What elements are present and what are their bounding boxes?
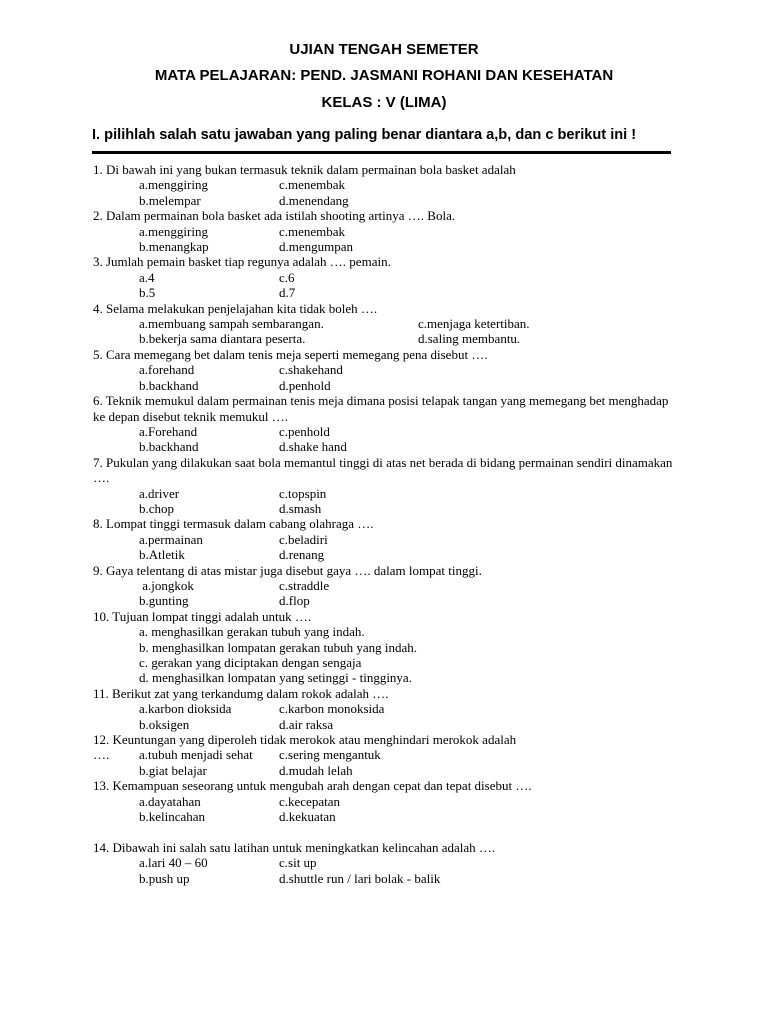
option-d: d. menghasilkan lompatan yang setinggi - tingginya. — [139, 670, 412, 686]
option-b: b.giat belajar — [139, 762, 207, 778]
option-c: c.topspin — [279, 485, 327, 501]
option-c: c.menembak — [279, 223, 346, 239]
option-b: b.backhand — [139, 439, 199, 455]
question-14 — [93, 840, 683, 886]
option-b: b.melempar — [139, 192, 201, 208]
option-d: d.mudah lelah — [279, 762, 353, 778]
option-a: a.4 — [139, 269, 155, 285]
option-a: a. menghasilkan gerakan tubuh yang indah. — [139, 624, 365, 640]
question-text: 12. Keuntungan yang diperoleh tidak merokok atau menghindari merokok adalah — [93, 732, 517, 748]
option-b: b.menangkap — [139, 239, 209, 255]
question-9 — [93, 563, 683, 609]
option-b: b. menghasilkan lompatan gerakan tubuh yang indah. — [139, 639, 417, 655]
option-a: a.menggiring — [139, 223, 208, 239]
option-b: b.backhand — [139, 377, 199, 393]
option-c: c.straddle — [279, 577, 330, 593]
divider-line — [92, 151, 671, 154]
option-d: d.renang — [279, 547, 325, 563]
option-d: d.kekuatan — [279, 809, 336, 825]
option-d: d.saling membantu. — [418, 331, 521, 347]
exam-title: UJIAN TENGAH SEMETER — [289, 41, 479, 58]
option-c: c.penhold — [279, 423, 330, 439]
question-text: 7. Pukulan yang dilakukan saat bola memantul tinggi di atas net berada di bidang permainan sendiri dinamakan …. — [93, 454, 673, 486]
option-c: c.beladiri — [279, 531, 328, 547]
option-b: b.oksigen — [139, 716, 190, 732]
instruction-text: I. pilihlah salah satu jawaban yang paling benar diantara a,b, dan c berikut ini ! — [92, 127, 637, 143]
option-d: d.shuttle run / lari bolak - balik — [279, 870, 441, 886]
option-a: a.menggiring — [139, 177, 208, 193]
option-a: a.jongkok — [139, 577, 194, 593]
question-text: 10. Tujuan lompat tinggi adalah untuk …. — [93, 608, 312, 624]
option-d: d.7 — [279, 285, 296, 301]
question-12 — [93, 732, 683, 778]
question-text: 13. Kemampuan seseorang untuk mengubah arah dengan cepat dan tepat disebut …. — [93, 778, 532, 794]
option-c: c.kecepatan — [279, 793, 340, 809]
question-text: 6. Teknik memukul dalam permainan tenis meja dimana posisi telapak tangan yang memegang bet menghadap ke depan disebut teknik memukul …. — [93, 393, 669, 424]
question-text: 11. Berikut zat yang terkandumg dalam rokok adalah …. — [93, 685, 389, 701]
option-d: d.air raksa — [279, 716, 334, 732]
question-text: 8. Lompat tinggi termasuk dalam cabang olahraga …. — [93, 516, 374, 532]
question-13 — [93, 778, 683, 824]
option-b: b.Atletik — [139, 547, 185, 563]
option-d: d.flop — [279, 593, 310, 609]
option-c: c.menembak — [279, 177, 346, 193]
option-a: a.karbon dioksida — [139, 701, 232, 717]
question-text: 14. Dibawah ini salah satu latihan untuk meningkatkan kelincahan adalah …. — [93, 839, 496, 855]
question-11 — [93, 686, 683, 732]
option-a: a.driver — [139, 485, 180, 501]
option-b: b.chop — [139, 500, 175, 516]
question-text: 5. Cara memegang bet dalam tenis meja seperti memegang pena disebut …. — [93, 346, 488, 362]
question-5 — [93, 347, 683, 393]
option-b: b.5 — [139, 285, 156, 301]
option-c: c.sit up — [279, 855, 317, 871]
option-a: a.Forehand — [139, 423, 198, 439]
question-continuation: …. — [93, 747, 110, 763]
blank-line — [93, 824, 683, 839]
option-d: d.penhold — [279, 377, 331, 393]
question-10 — [93, 609, 683, 686]
option-d: d.smash — [279, 500, 322, 516]
option-b: b.gunting — [139, 593, 189, 609]
option-d: d.menendang — [279, 192, 349, 208]
question-text: 3. Jumlah pemain basket tiap regunya adalah …. pemain. — [93, 254, 391, 270]
option-a: a.tubuh menjadi sehat — [139, 747, 253, 763]
question-6 — [93, 393, 683, 455]
option-c: c.karbon monoksida — [279, 701, 385, 717]
question-1 — [93, 162, 683, 208]
option-a: a.forehand — [139, 362, 195, 378]
option-a: a.permainan — [139, 531, 203, 547]
subject-title: MATA PELAJARAN: PEND. JASMANI ROHANI DAN KESEHATAN — [154, 67, 614, 84]
question-text: 9. Gaya telentang di atas mistar juga disebut gaya …. dalam lompat tinggi. — [93, 562, 482, 578]
option-c: c.6 — [279, 269, 295, 285]
question-7 — [93, 455, 683, 517]
option-a: a.lari 40 – 60 — [139, 855, 208, 871]
question-4 — [93, 301, 683, 347]
class-title: KELAS : V (LIMA) — [321, 94, 447, 111]
option-c: c.menjaga ketertiban. — [418, 316, 530, 332]
option-c: c.shakehand — [279, 362, 343, 378]
option-a: a.membuang sampah sembarangan. — [139, 316, 324, 332]
option-a: a.dayatahan — [139, 793, 201, 809]
option-b: b.push up — [139, 870, 190, 886]
option-d: d.shake hand — [279, 439, 347, 455]
option-c: c.sering mengantuk — [279, 747, 381, 763]
question-text: 2. Dalam permainan bola basket ada istilah shooting artinya …. Bola. — [93, 208, 456, 224]
question-list — [93, 162, 683, 886]
option-b: b.bekerja sama diantara peserta. — [139, 331, 306, 347]
option-b: b.kelincahan — [139, 809, 206, 825]
question-8 — [93, 516, 683, 562]
question-2 — [93, 208, 683, 254]
question-text: 1. Di bawah ini yang bukan termasuk teknik dalam permainan bola basket adalah — [93, 162, 516, 177]
question-3 — [93, 254, 683, 300]
question-text: 4. Selama melakukan penjelajahan kita tidak boleh …. — [93, 300, 378, 316]
option-d: d.mengumpan — [279, 239, 354, 255]
option-c: c. gerakan yang diciptakan dengan sengaja — [139, 655, 362, 670]
